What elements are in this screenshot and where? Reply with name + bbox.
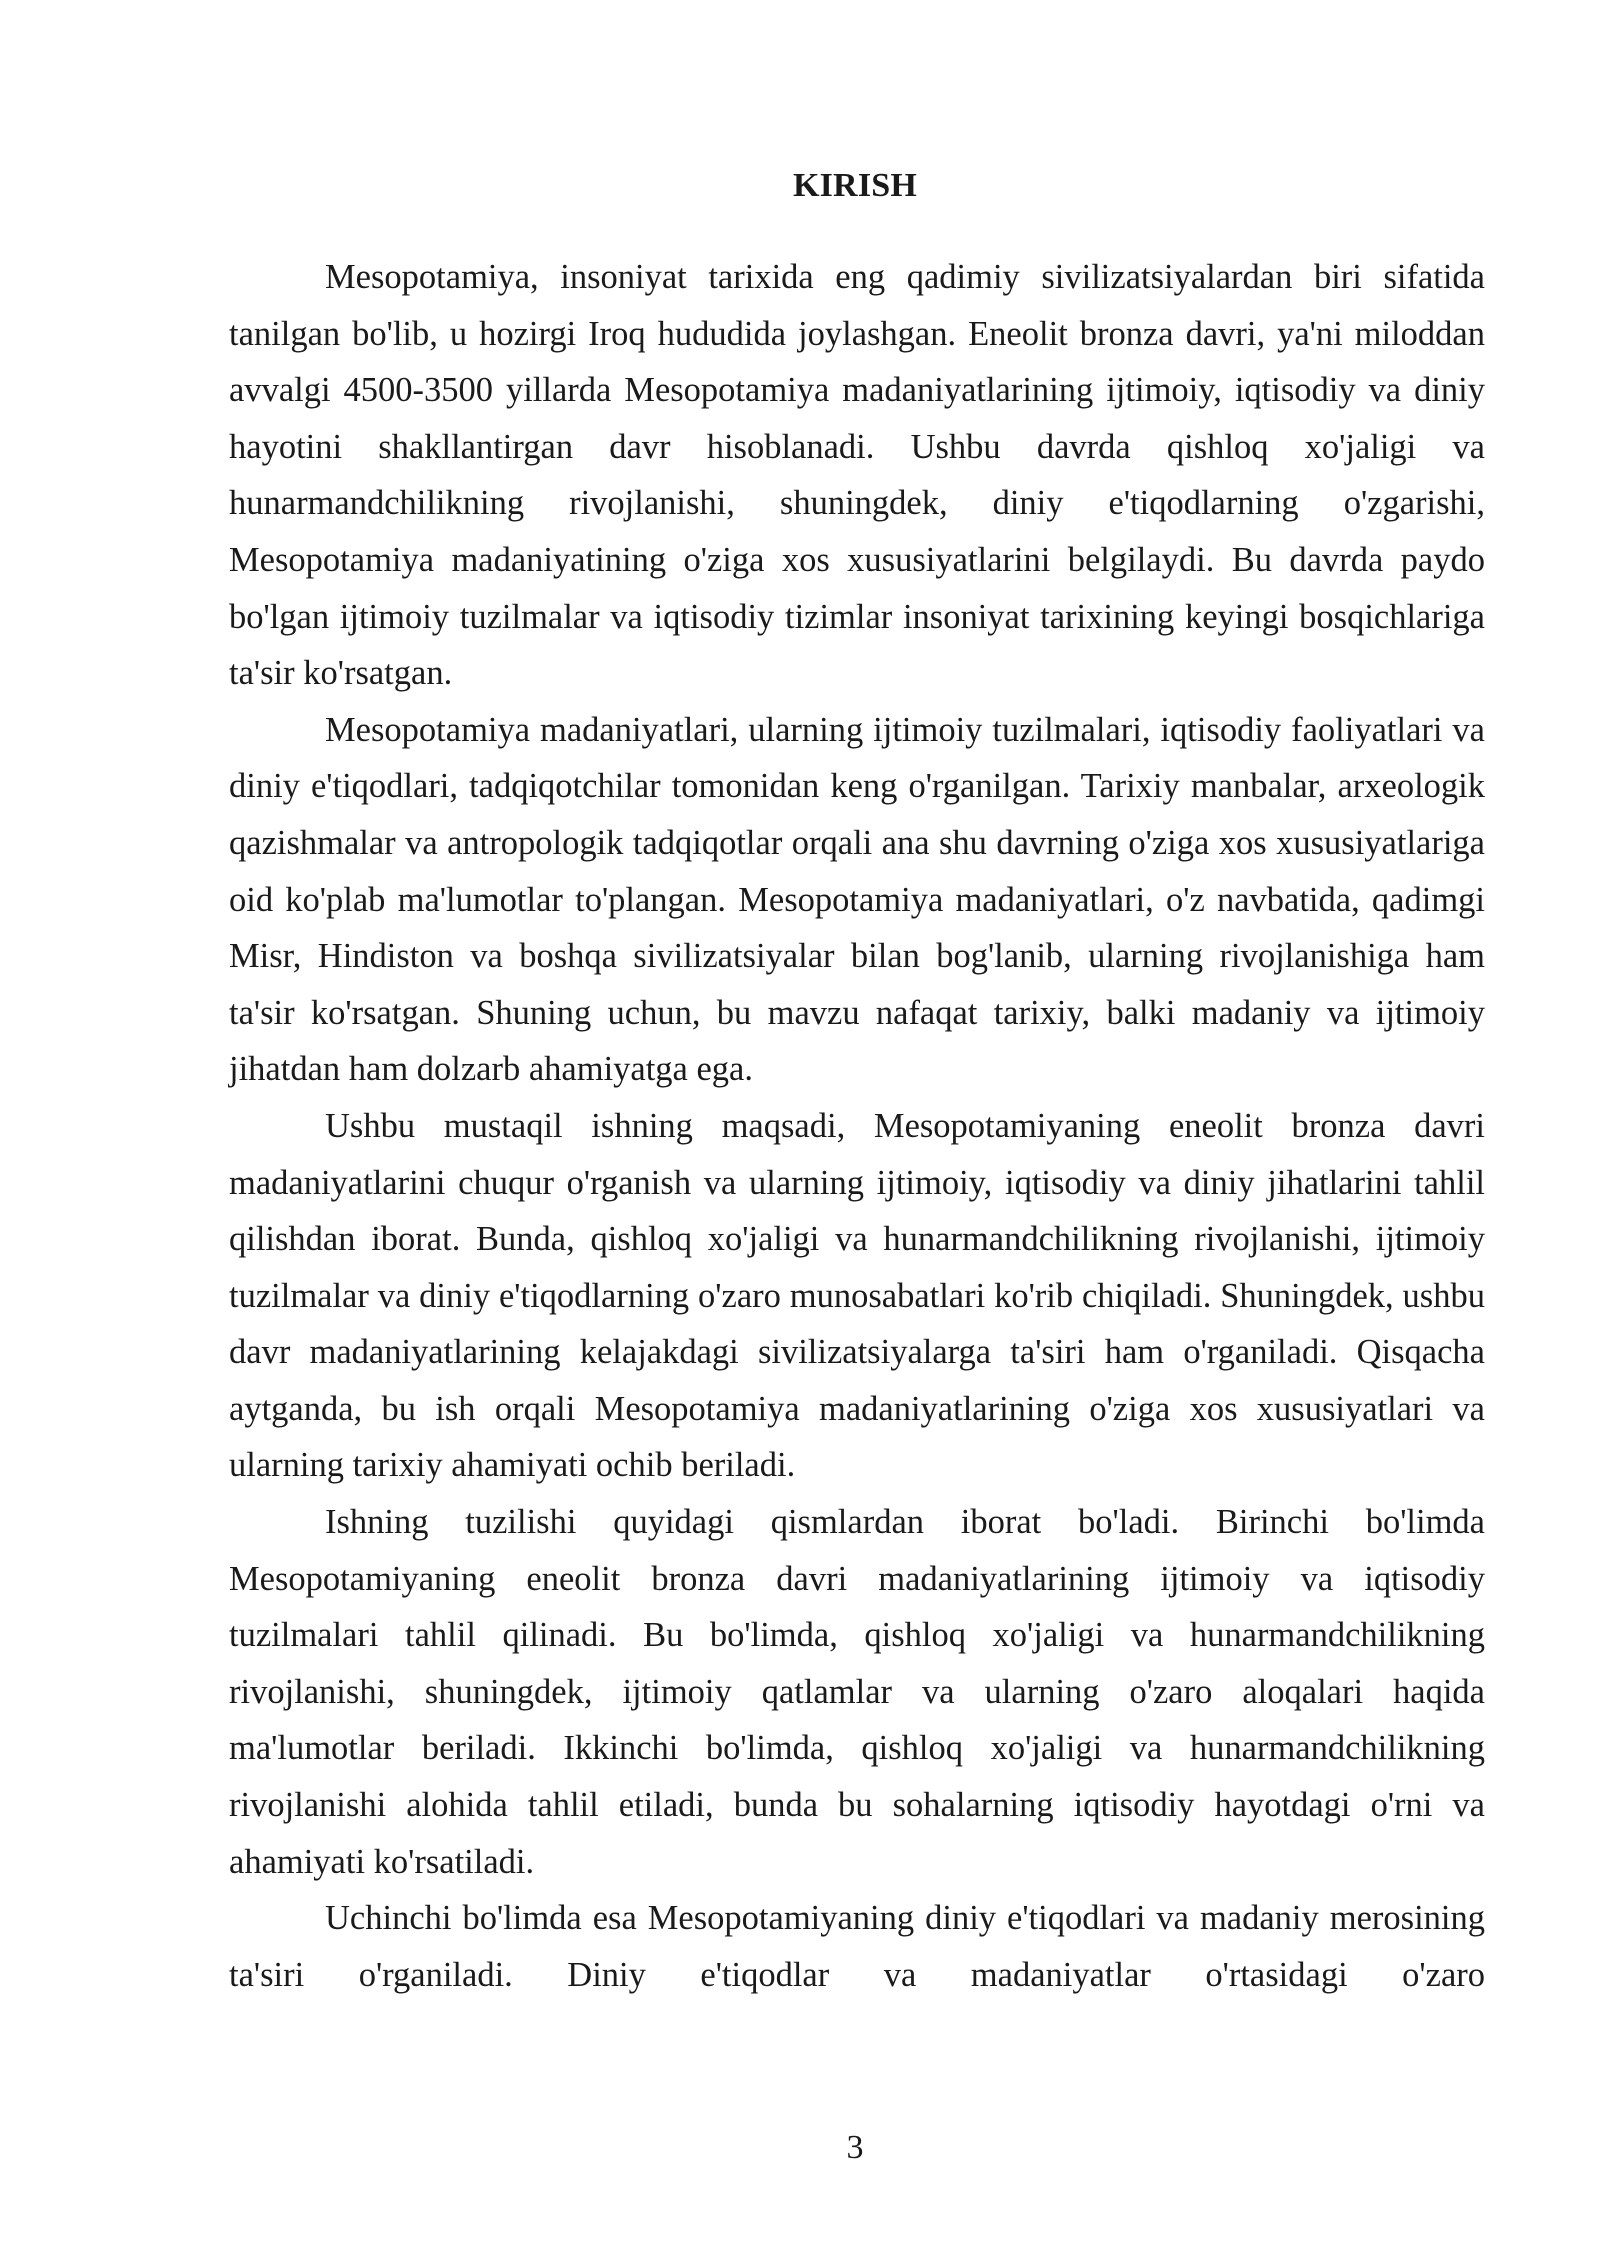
page-title: KIRISH (792, 167, 918, 204)
paragraph-2: Mesopotamiya madaniyatlari, ularning ijtimoiy tuzilmalari, iqtisodiy faoliyatlari va diniy e'tiqodlari, tadqiqotchilar tomonidan keng o'rganilgan. Tarixiy manbalar, arxeologik qazishmalar va antropologik tadqiqotlar orqali ana shu davrning o'ziga xos xususiyatlariga oid ko'plab ma'lumotlar to'plangan. Mesopotamiya madaniyatlari, o'z navbatida, qadimgi Misr, Hindiston va boshqa sivilizatsiyalar bilan bog'lanib, ularning rivojlanishiga ham ta'sir ko'rsatgan. Shuning uchun, bu mavzu nafaqat tarixiy, balki madaniy va ijtimoiy jihatdan ham dolzarb ahamiyatga ega. (229, 710, 1485, 1089)
paragraph-5: Uchinchi bo'limda esa Mesopotamiyaning diniy e'tiqodlari va madaniy merosining ta'siri o'rganiladi. Diniy e'tiqodlar va madaniyatlar o'rtasidagi o'zaro (229, 1899, 1485, 1994)
body-text (229, 249, 1485, 2003)
paragraph-3: Ushbu mustaqil ishning maqsadi, Mesopotamiyaning eneolit bronza davri madaniyatlarini chuqur o'rganish va ularning ijtimoiy, iqtisodiy va diniy jihatlarini tahlil qilishdan iborat. Bunda, qishloq xo'jaligi va hunarmandchilikning rivojlanishi, ijtimoiy tuzilmalar va diniy e'tiqodlarning o'zaro munosabatlari ko'rib chiqiladi. Shuningdek, ushbu davr madaniyatlarining kelajakdagi sivilizatsiyalarga ta'siri ham o'rganiladi. Qisqacha aytganda, bu ish orqali Mesopotamiya madaniyatlarining o'ziga xos xususiyatlari va ularning tarixiy ahamiyati ochib beriladi. (229, 1106, 1485, 1485)
page-number: 3 (846, 2129, 864, 2166)
paragraph-1: Mesopotamiya, insoniyat tarixida eng qadimiy sivilizatsiyalardan biri sifatida tanilgan bo'lib, u hozirgi Iroq hududida joylashgan. Eneolit bronza davri, ya'ni miloddan avvalgi 4500-3500 yillarda Mesopotamiya madaniyatlarining ijtimoiy, iqtisodiy va diniy hayotini shakllantirgan davr hisoblanadi. Ushbu davrda qishloq xo'jaligi va hunarmandchilikning rivojlanishi, shuningdek, diniy e'tiqodlarning o'zgarishi, Mesopotamiya madaniyatining o'ziga xos xususiyatlarini belgilaydi. Bu davrda paydo bo'lgan ijtimoiy tuzilmalar va iqtisodiy tizimlar insoniyat tarixining keyingi bosqichlariga ta'sir ko'rsatgan. (229, 258, 1485, 693)
paragraph-4: Ishning tuzilishi quyidagi qismlardan iborat bo'ladi. Birinchi bo'limda Mesopotamiyaning eneolit bronza davri madaniyatlarining ijtimoiy va iqtisodiy tuzilmalari tahlil qilinadi. Bu bo'limda, qishloq xo'jaligi va hunarmandchilikning rivojlanishi, shuningdek, ijtimoiy qatlamlar va ularning o'zaro aloqalari haqida ma'lumotlar beriladi. Ikkinchi bo'limda, qishloq xo'jaligi va hunarmandchilikning rivojlanishi alohida tahlil etiladi, bunda bu sohalarning iqtisodiy hayotdagi o'rni va ahamiyati ko'rsatiladi. (229, 1503, 1485, 1881)
